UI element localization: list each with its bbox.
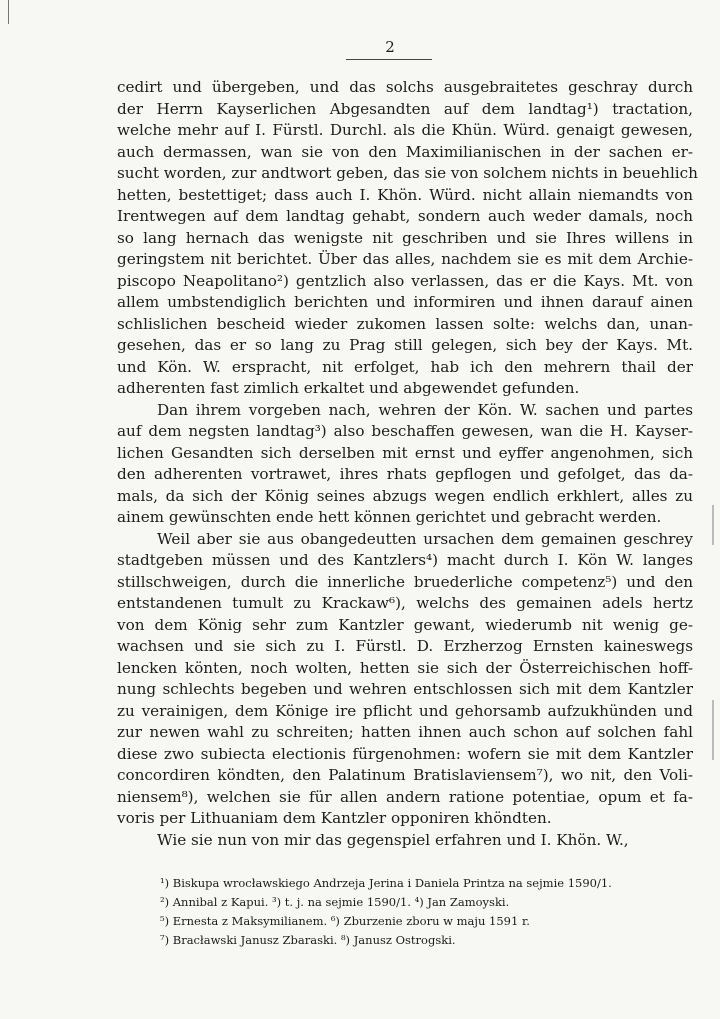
text-line: schlislichen bescheid wieder zukomen lassen solte: welchs dan, unan- (117, 314, 693, 333)
text-line: cedirt und übergeben, und das solchs ausgebraitetes geschray durch (117, 78, 693, 96)
header-rule (346, 59, 432, 60)
text-line: diese zwo subiecta electionis fürgenohmen: wofern sie mit dem Kantzler (117, 744, 693, 763)
text-line: Wie sie nun von mir das gegenspiel erfahren und I. Khön. W., (157, 830, 629, 849)
text-line: Dan ihrem vorgeben nach, wehren der Kön. W. sachen und partes (157, 400, 693, 419)
text-line: zu verainigen, dem Könige ire pflicht und gehorsamb aufzukhünden und (117, 701, 693, 720)
text-line: stillschweigen, durch die innerliche bruederliche competenz⁵) und den (117, 572, 693, 591)
footnote: ²) Annibal z Kapui. ³) t. j. na sejmie 1590/1. ⁴) Jan Zamoyski. (160, 895, 510, 909)
text-line: lichen Gesandten sich derselben mit ernst und eyffer angenohmen, sich (117, 443, 693, 462)
text-line: gesehen, das er so lang zu Prag still gelegen, sich bey der Kays. Mt. (117, 336, 693, 354)
text-line: Irentwegen auf dem landtag gehabt, sondern auch weder damals, noch (117, 207, 693, 225)
text-line: lencken könten, noch wolten, hetten sie sich der Österreichischen hoff- (117, 658, 693, 677)
text-line: auf dem negsten landtag³) also beschaffen gewesen, wan die H. Kayser- (117, 422, 693, 440)
scan-edge-mark (8, 0, 9, 24)
text-line: auch dermassen, wan sie von den Maximilianischen in der sachen er- (117, 142, 693, 161)
text-line: hetten, bestettiget; dass auch I. Khön. Würd. nicht allain niemandts von (117, 185, 693, 204)
text-line: concordiren köndten, den Palatinum Bratislaviensem⁷), wo nit, den Voli- (117, 766, 693, 784)
text-line: Weil aber sie aus obangedeutten ursachen dem gemainen geschrey (157, 529, 693, 548)
text-line: voris per Lithuaniam dem Kantzler opponiren khöndten. (117, 809, 552, 827)
text-line: ainem gewünschten ende hett können gerichtet und gebracht werden. (117, 508, 662, 526)
footnote: ⁵) Ernesta z Maksymilianem. ⁶) Zburzenie zboru w maju 1591 r. (160, 914, 530, 928)
text-line: den adherenten vortrawet, ihres rhats gepflogen und gefolget, das da- (117, 465, 693, 483)
text-line: sucht worden, zur andtwort geben, das sie von solchem nichts in beuehlich (117, 164, 698, 182)
scan-edge-speck (712, 700, 714, 760)
text-line: stadtgeben müssen und des Kantzlers⁴) macht durch I. Kön W. langes (117, 551, 693, 569)
text-line: und Kön. W. erspracht, nit erfolget, hab ich den mehrern thail der (117, 357, 693, 376)
text-line: geringstem nit berichtet. Über das alles, nachdem sie es mit dem Archie- (117, 250, 693, 268)
text-line: piscopo Neapolitano²) gentzlich also verlassen, das er die Kays. Mt. von (117, 271, 693, 290)
footnotes (160, 874, 680, 950)
text-line: von dem König sehr zum Kantzler gewant, wiederumb nit wenig ge- (117, 615, 693, 634)
text-line: nung schlechts begeben und wehren entschlossen sich mit dem Kantzler (117, 680, 693, 698)
text-line: zur newen wahl zu schreiten; hatten ihnen auch schon auf solchen fahl (117, 723, 693, 741)
text-line: niensem⁸), welchen sie für allen andern ratione potentiae, opum et fa- (117, 787, 693, 806)
text-line: mals, da sich der König seines abzugs wegen endlich erkhlert, alles zu (117, 486, 693, 505)
body-text (117, 77, 698, 851)
text-line: allem umbstendiglich berichten und informiren und ihnen darauf ainen (117, 293, 693, 311)
text-line: welche mehr auf I. Fürstl. Durchl. als die Khün. Würd. genaigt gewesen, (117, 121, 693, 139)
footnote: ¹) Biskupa wrocławskiego Andrzeja Jerina i Daniela Printza na sejmie 1590/1. (160, 876, 612, 890)
text-line: entstandenen tumult zu Krackaw⁶), welchs des gemainen adels hertz (117, 594, 693, 612)
text-line: wachsen und sie sich zu I. Fürstl. D. Erzherzog Ernsten kaineswegs (117, 637, 693, 655)
scan-edge-speck (712, 505, 714, 545)
text-line: so lang hernach das wenigste nit geschriben und sie Ihres willens in (117, 228, 693, 247)
footnote: ⁷) Bracławski Janusz Zbaraski. ⁸) Janusz Ostrogski. (160, 933, 456, 947)
text-line: der Herrn Kayserlichen Abgesandten auf dem landtag¹) tractation, (117, 99, 693, 118)
text-line: adherenten fast zimlich erkaltet und abgewendet gefunden. (117, 379, 580, 397)
page-number: 2 (385, 38, 395, 56)
